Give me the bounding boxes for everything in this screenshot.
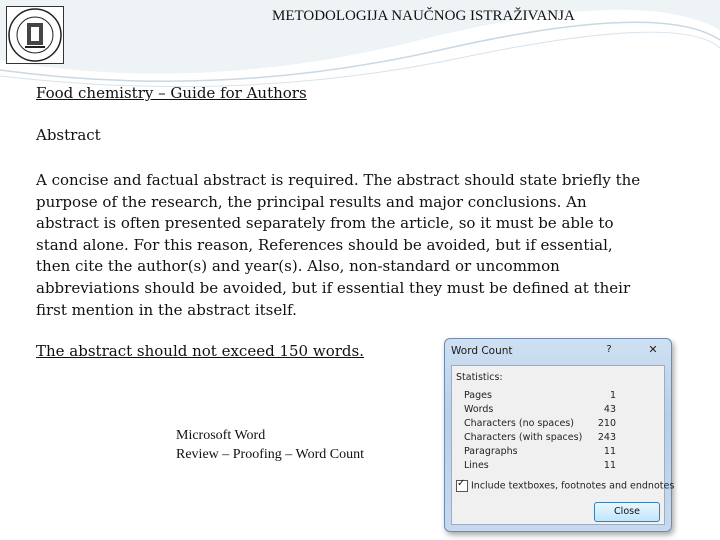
slide-header-title: METODOLOGIJA NAUČNOG ISTRAŽIVANJA (272, 8, 575, 24)
statistics-label: Statistics: (456, 372, 503, 383)
stat-name: Characters (no spaces) (464, 418, 574, 429)
close-icon[interactable]: ✕ (648, 343, 658, 356)
university-seal-logo (6, 6, 64, 64)
dialog-content (451, 365, 675, 525)
instruction-text (176, 426, 364, 464)
stat-value: 243 (597, 432, 616, 443)
instruction-line-2: Review – Proofing – Word Count (176, 447, 364, 462)
stat-value: 1 (609, 390, 616, 401)
stat-row-paragraphs (464, 446, 616, 460)
stat-value: 11 (603, 460, 616, 471)
include-textboxes-option[interactable] (456, 480, 674, 492)
stat-name: Lines (464, 460, 489, 471)
section-heading: Abstract (36, 126, 101, 144)
word-limit-note: The abstract should not exceed 150 words. (36, 342, 364, 360)
document-title: Food chemistry – Guide for Authors (36, 84, 307, 102)
dialog-title: Word Count (451, 345, 513, 357)
stat-value: 210 (597, 418, 616, 429)
stat-value: 11 (603, 446, 616, 457)
stat-name: Words (464, 404, 494, 415)
close-button[interactable]: Close (594, 502, 660, 522)
stat-row-words (464, 404, 616, 418)
include-textboxes-checkbox[interactable] (456, 480, 468, 492)
stat-row-characters-with-spaces (464, 432, 616, 446)
include-textboxes-label: Include textboxes, footnotes and endnotes (471, 480, 675, 492)
stat-row-lines (464, 460, 616, 474)
stat-row-characters-no-spaces (464, 418, 616, 432)
stat-row-pages (464, 390, 616, 404)
stat-name: Pages (464, 390, 492, 401)
stat-value: 43 (603, 404, 616, 415)
abstract-body-text: A concise and factual abstract is required. The abstract should state briefly the purpose of the research, the principal results and major conclusions. An abstract is often presented separately from the article, so it must be able to stand alone. For this reason, References should be avoided, but if essential, then cite the author(s) and year(s). Also, non-standard or uncommon abbreviations should be avoided, but if essential they must be defined at their first mention in the abstract itself. (36, 171, 641, 319)
word-count-dialog (444, 338, 675, 532)
stat-name: Paragraphs (464, 446, 518, 457)
stat-name: Characters (with spaces) (464, 432, 583, 443)
instruction-line-1: Microsoft Word (176, 428, 266, 443)
help-icon[interactable]: ? (606, 344, 612, 355)
